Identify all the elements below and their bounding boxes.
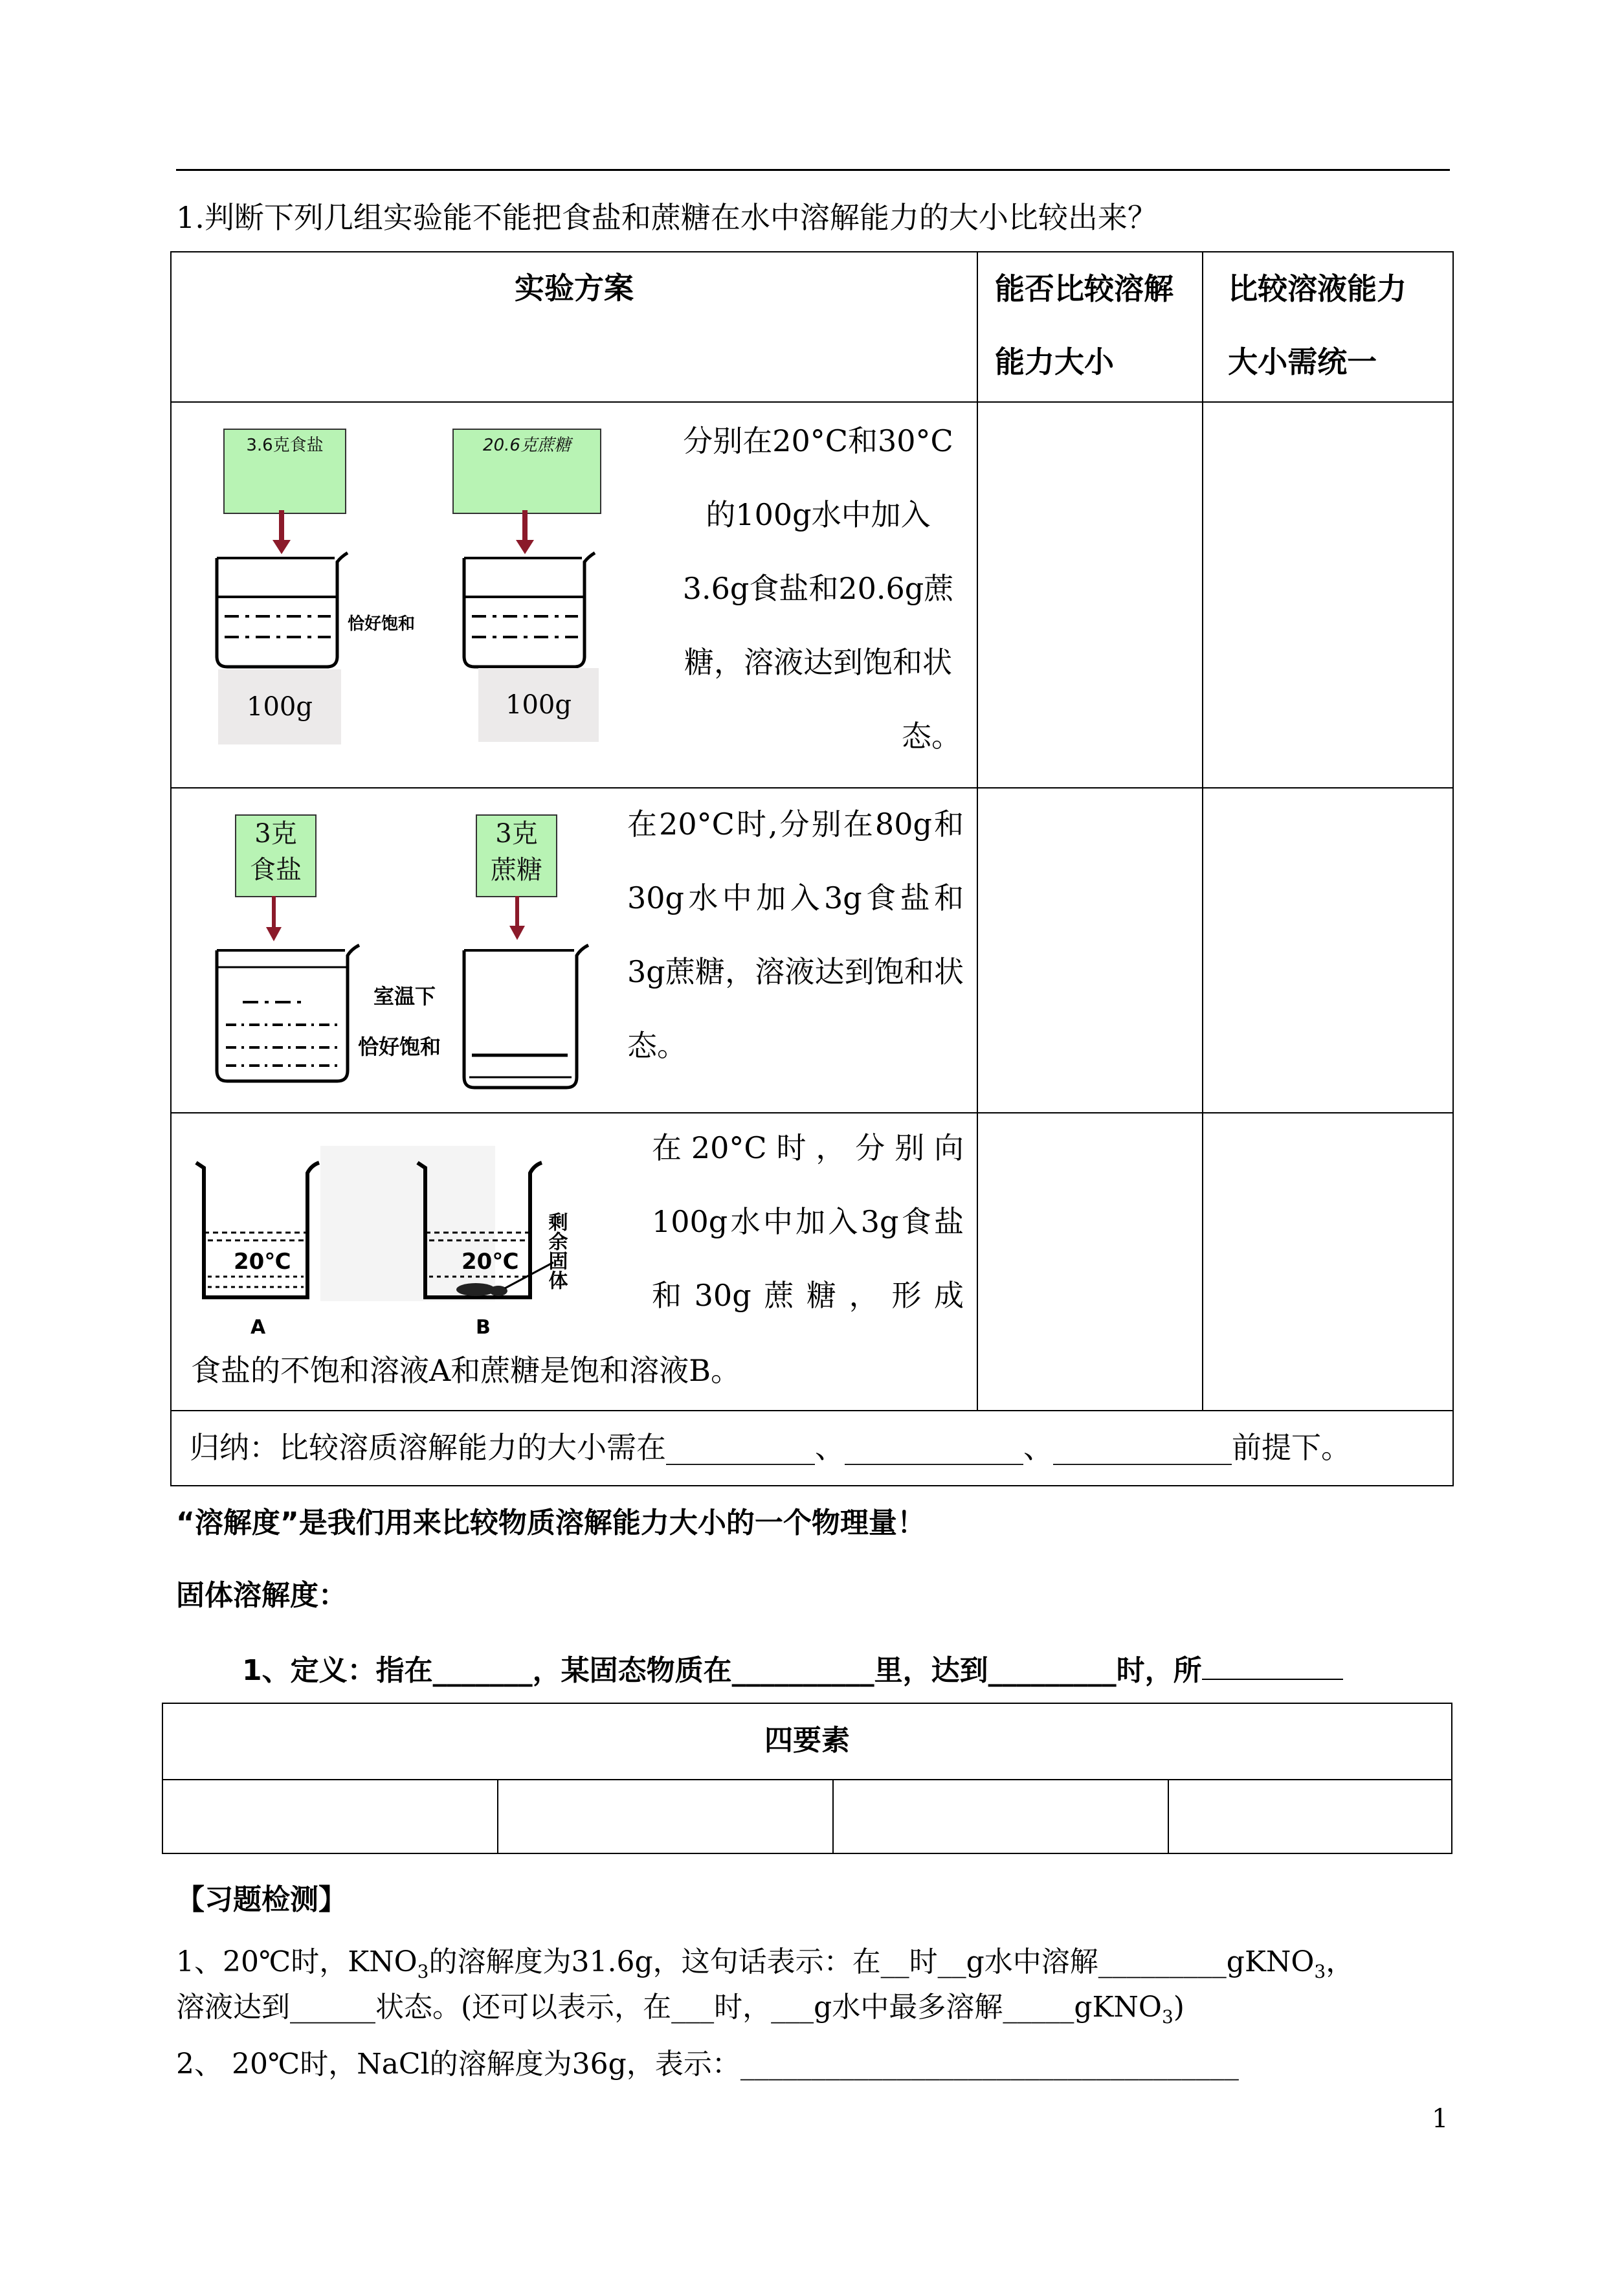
label-room-temp: 室温下 [373,984,436,1009]
row3-description-cont: 食盐的不饱和溶液A和蔗糖是饱和溶液B。 [191,1353,741,1388]
row3-need-unify [1203,1113,1453,1411]
definition-line: 1、定义：指在_______，某固态物质在__________里，达到_________时，所 [242,1647,1343,1688]
residue-solid [456,1283,495,1296]
exercise-1-line-1: 1、20℃时，$KNO_3$的溶解度为31.6g，这句话表示：在__时__g水中溶解_________gKNO$_3$， [176,1945,1355,1982]
scale-left: 100g [218,669,341,744]
temp-b: 20℃ [462,1249,519,1275]
row3-description: 在20°C时，分别向100g水中加入3g食盐和30g蔗糖，形成 [652,1130,964,1313]
box-20.6g-sugar: 20.6克蔗糖 [452,429,601,514]
row2-description: 在20°C时,分别在80g和30g水中加入3g食盐和3g蔗糖，溶液达到饱和状态。 [627,807,964,1063]
intro-statement: “溶解度”是我们用来比较物质溶解能力大小的一个物理量！ [176,1506,926,1539]
scale-right: 100g [478,668,599,742]
row1-need-unify [1203,402,1453,788]
row2-plan [171,788,977,1113]
summary-text: 归纳：比较溶质溶解能力的大小需在__________、____________、____________前提下。 [190,1430,1351,1465]
beakers-row2 [172,789,638,1112]
element-cell-1 [162,1780,498,1853]
label-a: A [250,1316,266,1339]
element-cell-2 [498,1780,833,1853]
temp-a: 20℃ [234,1249,291,1275]
arrowhead-left [273,540,291,554]
beaker-right [464,553,595,667]
top-rule [176,169,1450,171]
four-elements-header: 四要素 [162,1703,1452,1780]
exercise-1-line-2: 溶液达到______状态。(还可以表示，在___时，___g水中最多溶解_____gKNO$_3$) [176,1991,1185,2028]
row3-can-compare [977,1113,1203,1411]
box-3g-sugar: 3克 蔗糖 [476,814,557,897]
row1-can-compare [977,402,1203,788]
header-plan: 实验方案 [171,252,977,402]
label-just-saturated: 恰好饱和 [348,614,416,634]
arrowhead-right [516,540,534,554]
page-number: 1 [1432,2104,1449,2134]
section-heading: 固体溶解度： [176,1579,347,1612]
label-b: B [476,1316,491,1339]
row1-plan [171,402,977,788]
element-cell-3 [833,1780,1168,1853]
beaker-small [464,945,588,1088]
experiment-table [170,251,1454,1486]
exercise-2: 2、 20℃时，NaCl的溶解度为36g，表示：___________________________________ [176,2048,1239,2081]
summary-row [171,1411,1453,1486]
beaker-large [217,945,359,1081]
header-need-unify: 比较溶液能力大小需统一 [1203,252,1453,402]
four-elements-table [162,1703,1452,1854]
exercise-header: 【习题检测】 [176,1883,347,1916]
header-can-compare: 能否比较溶解能力大小 [977,252,1203,402]
label-residue: 剩余固体 [544,1212,568,1290]
element-cell-4 [1168,1780,1452,1853]
row1-description: 分别在20°C和30°C的100g水中加入3.6g食盐和20.6g蔗糖，溶液达到饱和状态。 [682,423,961,754]
question-title: 1.判断下列几组实验能不能把食盐和蔗糖在水中溶解能力的大小比较出来？ [176,200,1157,235]
box-3g-salt: 3克 食盐 [235,814,317,897]
box-3.6g-salt: 3.6克食盐 [223,429,346,514]
beakers-row3 [172,1113,625,1347]
row3-plan [171,1113,977,1411]
beaker-left [217,553,348,667]
label-just-saturated-2: 恰好饱和 [358,1035,441,1059]
row2-need-unify [1203,788,1453,1113]
row2-can-compare [977,788,1203,1113]
